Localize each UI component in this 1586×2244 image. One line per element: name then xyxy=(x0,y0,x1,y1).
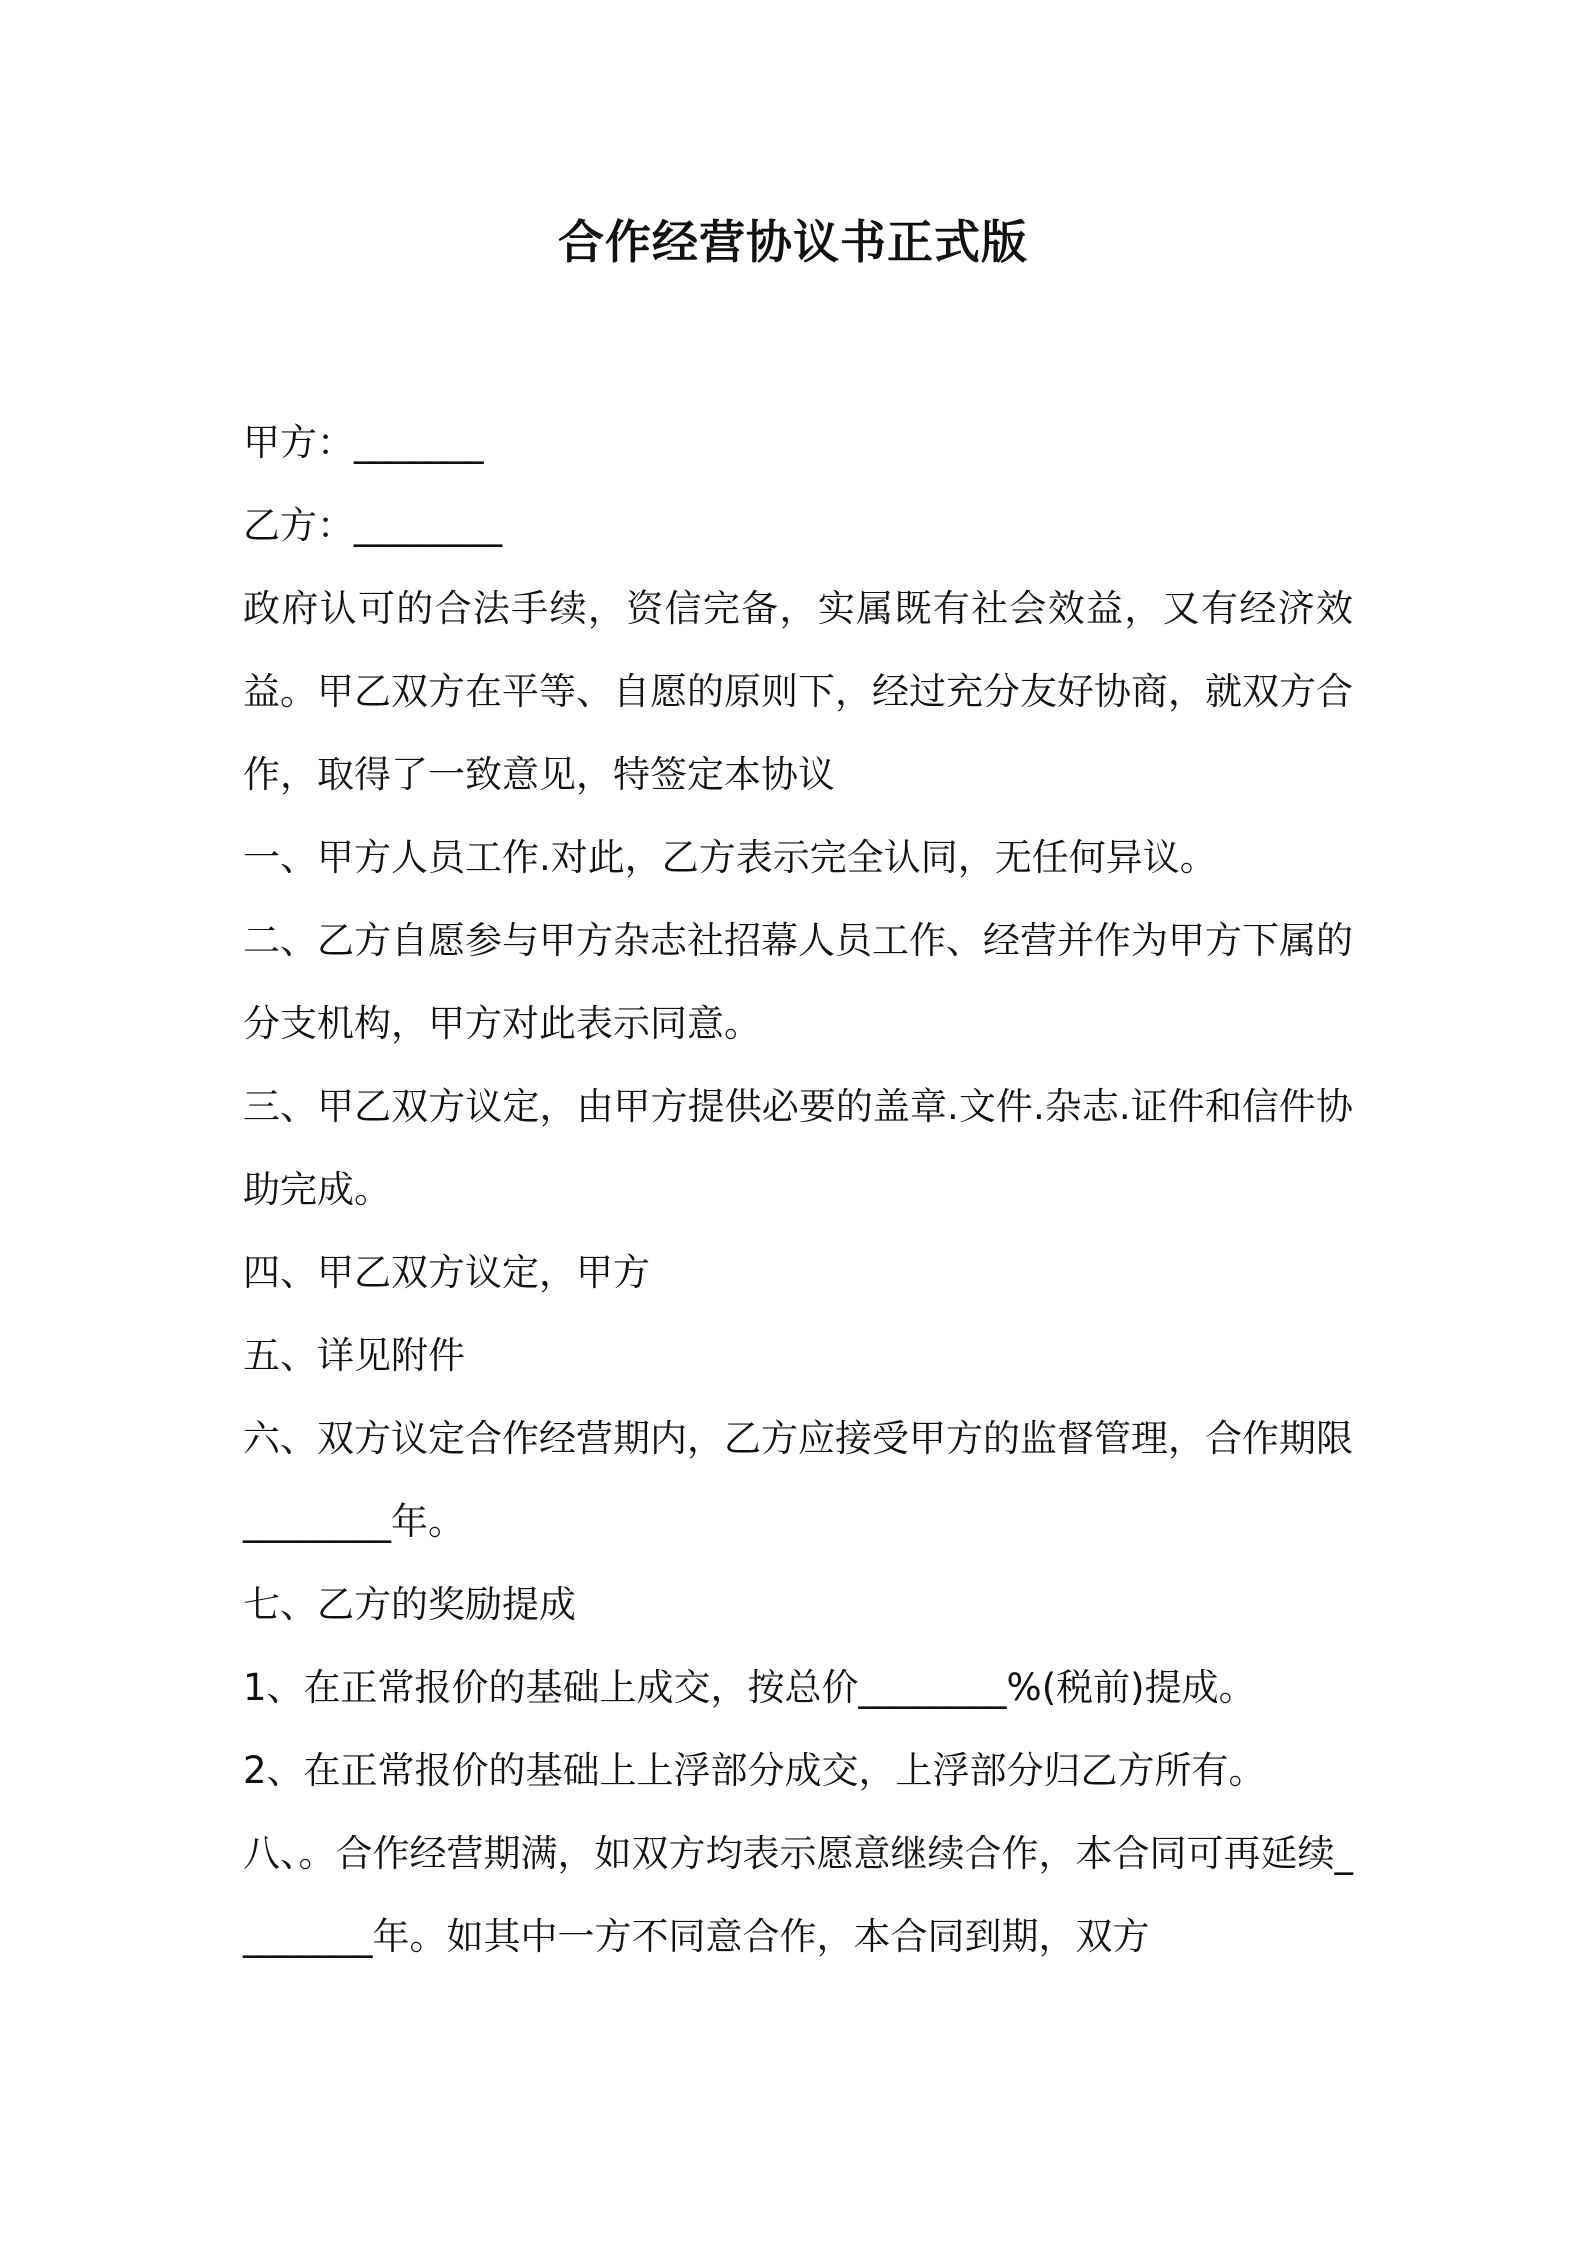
clause-5: 五、详见附件 xyxy=(243,1334,465,1377)
preamble-paragraph: 政府认可的合法手续，资信完备，实属既有社会效益，又有经济效益。甲乙双方在平等、自愿的原则下，经过充分友好协商，就双方合作，取得了一致意见，特签定本协议 xyxy=(243,587,1353,796)
clause-7-item-2: 2、在正常报价的基础上上浮部分成交，上浮部分归乙方所有。 xyxy=(243,1749,1266,1792)
document-body xyxy=(243,401,1353,1978)
clause-8: 八、。合作经营期满，如双方均表示愿意继续合作，本合同可再延续________年。如其中一方不同意合作，本合同到期，双方 xyxy=(243,1832,1353,1958)
clause-3: 三、甲乙双方议定，由甲方提供必要的盖章.文件.杂志.证件和信件协助完成。 xyxy=(243,1085,1353,1211)
clause-7: 七、乙方的奖励提成 xyxy=(243,1583,576,1626)
clause-6: 六、双方议定合作经营期内，乙方应接受甲方的监督管理，合作期限________年。 xyxy=(243,1417,1353,1543)
document-title: 合作经营协议书正式版 xyxy=(558,215,1028,269)
party-b-line: 乙方：________ xyxy=(243,504,502,547)
clause-7-item-1: 1、在正常报价的基础上成交，按总价________%(税前)提成。 xyxy=(243,1666,1256,1709)
clause-4: 四、甲乙双方议定，甲方 xyxy=(243,1251,650,1294)
clause-1: 一、甲方人员工作.对此，乙方表示完全认同，无任何异议。 xyxy=(243,836,1217,879)
party-a-line: 甲方：_______ xyxy=(243,421,484,464)
clause-2: 二、乙方自愿参与甲方杂志社招幕人员工作、经营并作为甲方下属的分支机构，甲方对此表示同意。 xyxy=(243,919,1353,1045)
